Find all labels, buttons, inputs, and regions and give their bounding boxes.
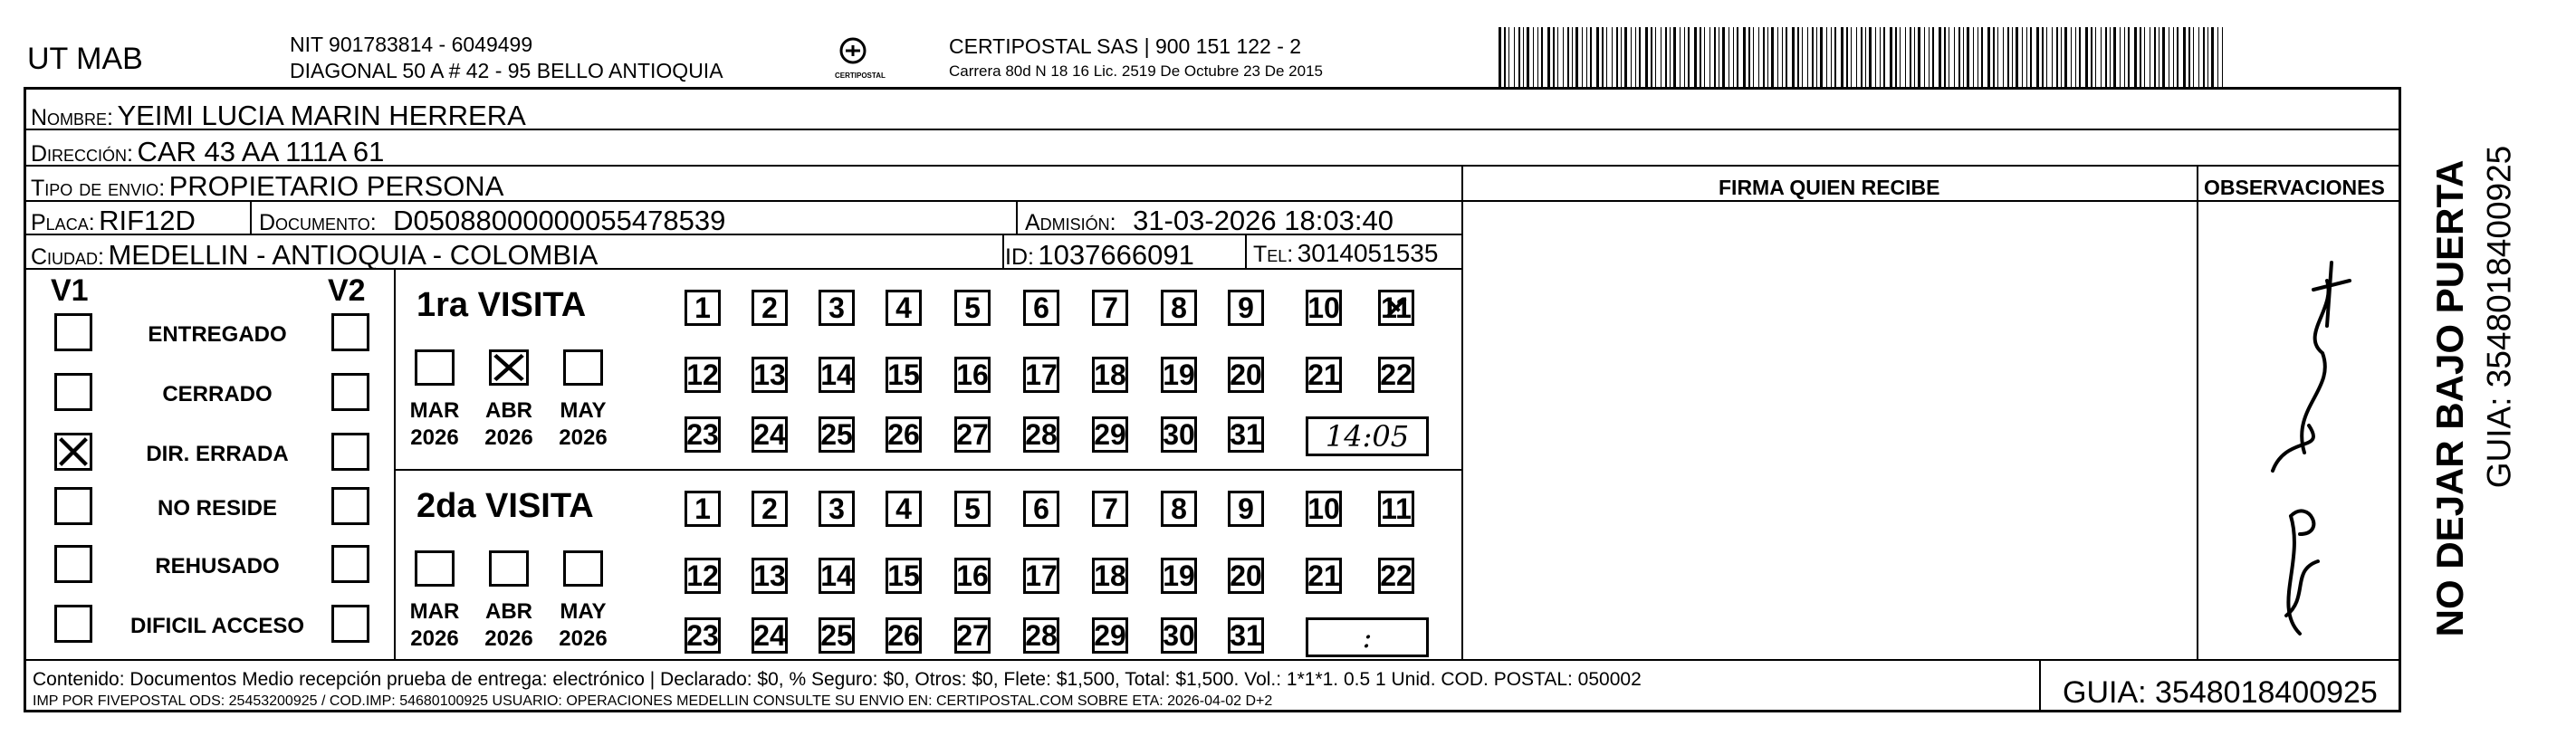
month-label: MAY [560, 398, 607, 423]
day-number: 5 [964, 291, 981, 324]
day-box[interactable] [1023, 558, 1059, 594]
day-number: 18 [1094, 559, 1126, 592]
tel-label: Tel: [1253, 242, 1294, 267]
direccion-row [31, 138, 384, 166]
certipostal-line: CERTIPOSTAL SAS | 900 151 122 - 2 [949, 34, 1302, 58]
month-label: ABR [485, 599, 532, 624]
day-box[interactable] [886, 558, 922, 594]
month-label: MAY [560, 599, 607, 624]
sender-address: DIAGONAL 50 A # 42 - 95 BELLO ANTIOQUIA [290, 59, 723, 82]
day-number: 8 [1171, 492, 1187, 525]
status-label: CERRADO [162, 382, 273, 406]
day-box[interactable] [819, 491, 855, 527]
year-label: 2026 [484, 626, 533, 651]
day-number: 2 [761, 291, 778, 324]
admision-row [1025, 206, 1393, 234]
firma-header: FIRMA QUIEN RECIBE [1719, 176, 1940, 199]
tel-value: 3014051535 [1297, 239, 1439, 267]
month-label: MAR [409, 599, 460, 624]
day-number: 7 [1102, 492, 1118, 525]
day-box[interactable] [1228, 617, 1264, 654]
month-checkbox[interactable] [489, 349, 529, 386]
day-box[interactable] [1161, 357, 1197, 393]
day-number: 20 [1230, 559, 1262, 592]
day-number: 4 [895, 291, 912, 324]
day-box[interactable] [1306, 491, 1342, 527]
tel-row [1253, 241, 1438, 266]
day-box[interactable] [886, 491, 922, 527]
direccion-value: CAR 43 AA 111A 61 [137, 136, 385, 167]
v2-header: V2 [328, 273, 366, 308]
day-number: 31 [1230, 618, 1262, 652]
day-box[interactable] [819, 290, 855, 326]
visit-title: 1ra VISITA [417, 286, 587, 324]
day-number: 2 [761, 492, 778, 525]
day-number: 12 [686, 559, 719, 592]
documento-label: Documento: [259, 210, 377, 235]
day-number: 18 [1094, 358, 1126, 391]
month-checkbox[interactable] [415, 550, 455, 587]
day-number: 11 [1381, 291, 1412, 324]
v2-checkbox[interactable] [331, 605, 369, 643]
day-number: 14 [820, 358, 853, 391]
day-box[interactable] [752, 357, 788, 393]
day-number: 21 [1307, 559, 1340, 592]
day-number: 15 [887, 358, 920, 391]
day-number: 16 [956, 358, 989, 391]
day-number: 5 [964, 492, 981, 525]
day-box[interactable] [1228, 416, 1264, 453]
id-row [1005, 241, 1194, 269]
footer-guia: GUIA: 3548018400925 [2063, 675, 2378, 710]
day-number: 22 [1380, 358, 1412, 391]
day-number: 3 [828, 291, 845, 324]
day-number: 29 [1094, 417, 1126, 451]
nit-line: NIT 901783814 - 6049499 [290, 33, 533, 56]
day-box[interactable] [1306, 558, 1342, 594]
barcode-icon [1499, 27, 2227, 87]
day-number: 1 [694, 492, 711, 525]
day-number: 30 [1163, 417, 1195, 451]
id-value: 1037666091 [1038, 239, 1194, 271]
day-box[interactable] [1023, 617, 1059, 654]
status-label: REHUSADO [155, 554, 280, 578]
footer-content-line: Contenido: Documentos Medio recepción prueba de entrega: electrónico | Declarado: $0, % Seguro: $0, Otros: $0, Flete: $1,500, Total: $1,500. Vol.: 1*1*1. 0.5 1 Unid. COD. POSTAL: 050002 [33, 669, 1642, 690]
day-number: 4 [895, 492, 912, 525]
status-label: NO RESIDE [157, 496, 278, 521]
day-number: 26 [887, 417, 920, 451]
tipo-value: PROPIETARIO PERSONA [168, 170, 504, 202]
year-label: 2026 [410, 425, 459, 450]
day-number: 19 [1163, 559, 1195, 592]
day-box[interactable] [1306, 290, 1342, 326]
ciudad-value: MEDELLIN - ANTIOQUIA - COLOMBIA [108, 239, 599, 271]
day-number: 9 [1238, 492, 1254, 525]
year-label: 2026 [559, 626, 608, 651]
time-field[interactable]: 14:05 [1306, 416, 1429, 456]
day-box[interactable] [685, 290, 721, 326]
day-box[interactable] [819, 416, 855, 453]
v1-checkbox[interactable] [54, 433, 92, 471]
day-number: 23 [686, 618, 719, 652]
tipo-row [31, 172, 503, 200]
nombre-row [31, 101, 526, 129]
footer-imp-line: IMP POR FIVEPOSTAL ODS: 25453200925 / COD.IMP: 54680100925 USUARIO: OPERACIONES MEDELLIN CONSULTE SU ENVIO EN: CERTIPOSTAL.COM SOBRE ETA: 2026-04-02 D+2 [33, 693, 1273, 709]
day-box[interactable] [685, 357, 721, 393]
month-checkbox[interactable] [489, 550, 529, 587]
day-number: 22 [1380, 559, 1412, 592]
day-box[interactable] [1161, 290, 1197, 326]
v1-checkbox[interactable] [54, 487, 92, 525]
day-number: 6 [1033, 291, 1049, 324]
day-box[interactable] [1378, 491, 1414, 527]
day-number: 28 [1025, 618, 1058, 652]
day-number: 12 [686, 358, 719, 391]
logo-text: CERTIPOSTAL [835, 72, 886, 80]
day-box[interactable] [954, 617, 991, 654]
day-box[interactable] [886, 416, 922, 453]
day-box[interactable] [685, 617, 721, 654]
observaciones-header: OBSERVACIONES [2204, 176, 2385, 199]
day-box[interactable] [1306, 357, 1342, 393]
day-number: 6 [1033, 492, 1049, 525]
day-box[interactable] [1161, 416, 1197, 453]
day-box[interactable] [819, 617, 855, 654]
day-box[interactable] [1023, 491, 1059, 527]
day-box[interactable] [1023, 290, 1059, 326]
day-number: 24 [753, 417, 786, 451]
license-line: Carrera 80d N 18 16 Lic. 2519 De Octubre 23 De 2015 [949, 62, 1323, 80]
observation-handwriting [2236, 244, 2354, 643]
v2-checkbox[interactable] [331, 373, 369, 411]
placa-value: RIF12D [99, 205, 196, 236]
day-box[interactable] [1023, 416, 1059, 453]
ciudad-row [31, 241, 598, 269]
month-checkbox[interactable] [415, 349, 455, 386]
day-box[interactable] [886, 290, 922, 326]
day-box[interactable] [1092, 558, 1128, 594]
day-number: 21 [1307, 358, 1340, 391]
day-box[interactable] [1092, 617, 1128, 654]
day-number: 8 [1171, 291, 1187, 324]
day-number: 10 [1307, 291, 1340, 324]
documento-row [259, 206, 725, 234]
day-number: 27 [956, 618, 989, 652]
company-name: UT MAB [27, 42, 143, 76]
day-number: 26 [887, 618, 920, 652]
day-box[interactable] [685, 491, 721, 527]
year-label: 2026 [484, 425, 533, 450]
day-box[interactable] [954, 290, 991, 326]
status-label: DIR. ERRADA [146, 442, 289, 466]
day-box[interactable] [954, 416, 991, 453]
nombre-label: Nombre: [31, 105, 114, 130]
month-label: MAR [409, 398, 460, 423]
day-number: 13 [753, 358, 786, 391]
day-box[interactable] [886, 357, 922, 393]
day-number: 16 [956, 559, 989, 592]
day-number: 19 [1163, 358, 1195, 391]
day-number: 1 [694, 291, 711, 324]
day-box[interactable] [752, 558, 788, 594]
day-number: 23 [686, 417, 719, 451]
day-number: 31 [1230, 417, 1262, 451]
day-box[interactable] [752, 617, 788, 654]
day-number: 7 [1102, 291, 1118, 324]
day-number: 14 [820, 559, 853, 592]
day-box[interactable] [819, 558, 855, 594]
day-number: 25 [820, 618, 853, 652]
day-box[interactable] [1378, 357, 1414, 393]
day-box[interactable] [752, 290, 788, 326]
day-number: 11 [1381, 492, 1412, 525]
day-number: 25 [820, 417, 853, 451]
day-box[interactable] [1023, 357, 1059, 393]
day-box[interactable] [752, 416, 788, 453]
day-number: 3 [828, 492, 845, 525]
day-number: 13 [753, 559, 786, 592]
day-number: 27 [956, 417, 989, 451]
day-box[interactable] [1228, 491, 1264, 527]
status-label: DIFICIL ACCESO [129, 614, 304, 638]
nombre-value: YEIMI LUCIA MARIN HERRERA [117, 100, 526, 131]
day-box[interactable] [954, 357, 991, 393]
day-box[interactable] [1228, 357, 1264, 393]
day-box[interactable] [1378, 290, 1414, 326]
time-field[interactable]: : [1306, 617, 1429, 657]
day-box[interactable] [1228, 290, 1264, 326]
day-number: 28 [1025, 417, 1058, 451]
day-box[interactable] [886, 617, 922, 654]
placa-label: Placa: [31, 210, 95, 235]
id-label: ID: [1005, 244, 1034, 270]
placa-row [31, 206, 196, 234]
v1-checkbox[interactable] [54, 545, 92, 583]
day-box[interactable] [685, 416, 721, 453]
documento-value: D05088000000055478539 [393, 205, 726, 236]
v1-header: V1 [51, 273, 89, 308]
side-no-dejar: NO DEJAR BAJO PUERTA [2428, 159, 2471, 637]
day-box[interactable] [1092, 416, 1128, 453]
month-label: ABR [485, 398, 532, 423]
ciudad-label: Ciudad: [31, 244, 105, 270]
direccion-label: Dirección: [31, 141, 134, 167]
day-mark-icon [1381, 292, 1412, 323]
day-number: 17 [1025, 559, 1058, 592]
month-checkbox[interactable] [563, 550, 603, 587]
day-number: 10 [1307, 492, 1340, 525]
v2-checkbox[interactable] [331, 545, 369, 583]
day-number: 29 [1094, 618, 1126, 652]
status-label: ENTREGADO [148, 322, 287, 347]
day-number: 24 [753, 618, 786, 652]
day-box[interactable] [685, 558, 721, 594]
day-box[interactable] [1378, 558, 1414, 594]
day-box[interactable] [1161, 617, 1197, 654]
day-box[interactable] [1228, 558, 1264, 594]
v1-checkbox[interactable] [54, 313, 92, 351]
visit-title: 2da VISITA [417, 487, 594, 525]
admision-label: Admisión: [1025, 210, 1116, 235]
day-number: 17 [1025, 358, 1058, 391]
v1-checkbox[interactable] [54, 605, 92, 643]
day-box[interactable] [819, 357, 855, 393]
tipo-label: Tipo de envio: [31, 176, 166, 201]
day-box[interactable] [954, 558, 991, 594]
year-label: 2026 [410, 626, 459, 651]
v1-checkbox[interactable] [54, 373, 92, 411]
v2-checkbox[interactable] [331, 433, 369, 471]
day-box[interactable] [1161, 491, 1197, 527]
v2-checkbox[interactable] [331, 313, 369, 351]
day-number: 9 [1238, 291, 1254, 324]
side-guia: GUIA: 3548018400925 [2480, 145, 2518, 489]
day-number: 30 [1163, 618, 1195, 652]
day-number: 15 [887, 559, 920, 592]
v2-checkbox[interactable] [331, 487, 369, 525]
day-box[interactable] [1092, 357, 1128, 393]
day-box[interactable] [1161, 558, 1197, 594]
day-box[interactable] [752, 491, 788, 527]
admision-value: 31-03-2026 18:03:40 [1133, 205, 1393, 236]
day-box[interactable] [1092, 290, 1128, 326]
month-checkbox[interactable] [563, 349, 603, 386]
day-box[interactable] [954, 491, 991, 527]
day-number: 20 [1230, 358, 1262, 391]
year-label: 2026 [559, 425, 608, 450]
day-box[interactable] [1092, 491, 1128, 527]
